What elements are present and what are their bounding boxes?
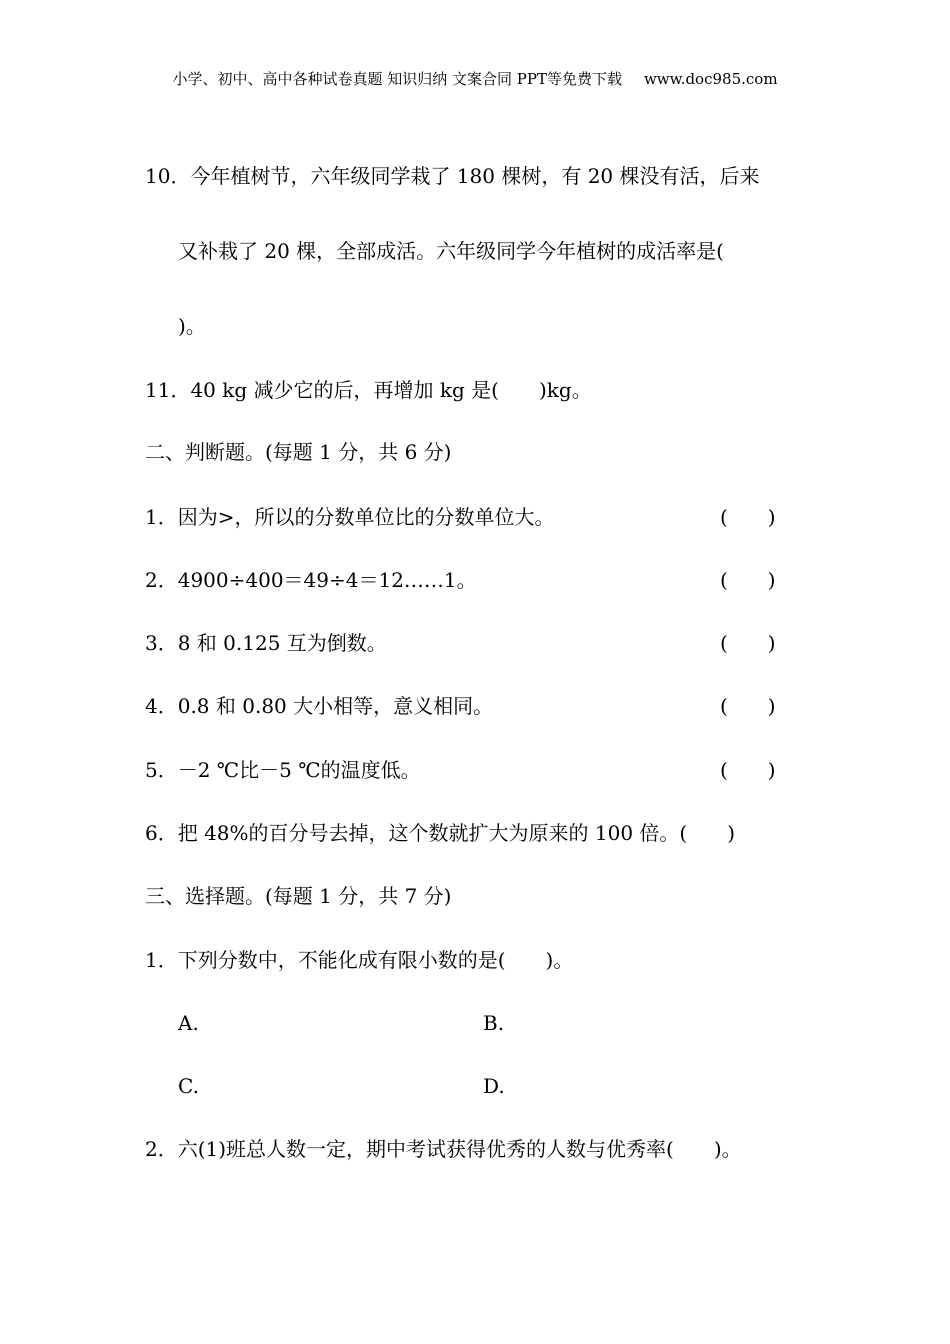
choice-q1-text: 1．下列分数中，不能化成有限小数的是( )。 [145,948,574,972]
judge-paren-2: ( ) [720,568,776,592]
section3-title: 三、选择题。(每题 1 分，共 7 分) [145,884,452,908]
choice-q1-option-d: D. [483,1074,505,1098]
page-header [0,68,950,89]
header-text: 小学、初中、高中各种试卷真题 知识归纳 文案合同 PPT等免费下载 [172,70,622,88]
judge-paren-4: ( ) [720,694,776,718]
judge-item-3: 3．8 和 0.125 互为倒数。 [145,631,387,655]
judge-paren-5: ( ) [720,758,776,782]
q10-line3: )。 [178,314,206,338]
q10-line2: 又补栽了 20 棵，全部成活。六年级同学今年植树的成活率是( [178,239,724,263]
choice-q1-option-b: B. [483,1011,505,1035]
judge-paren-1: ( ) [720,505,776,529]
judge-paren-3: ( ) [720,631,776,655]
header-site: www.doc985.com [643,70,778,88]
choice-q1-option-c: C. [178,1074,199,1098]
q10-line1: 10．今年植树节，六年级同学栽了 180 棵树，有 20 棵没有活，后来 [145,164,760,188]
judge-item-1: 1．因为>，所以的分数单位比的分数单位大。 [145,505,555,529]
choice-q2-text: 2．六(1)班总人数一定，期中考试获得优秀的人数与优秀率( )。 [145,1137,742,1161]
judge-item-2: 2．4900÷400＝49÷4＝12……1。 [145,568,477,592]
section2-title: 二、判断题。(每题 1 分，共 6 分) [145,440,452,464]
q11-text: 11．40 kg 减少它的后，再增加 kg 是( )kg。 [145,378,592,402]
judge-item-6: 6．把 48%的百分号去掉，这个数就扩大为原来的 100 倍。( ) [145,821,736,845]
judge-item-5: 5．－2 ℃比－5 ℃的温度低。 [145,758,421,782]
choice-q1-option-a: A. [178,1011,199,1035]
judge-item-4: 4．0.8 和 0.80 大小相等，意义相同。 [145,694,494,718]
